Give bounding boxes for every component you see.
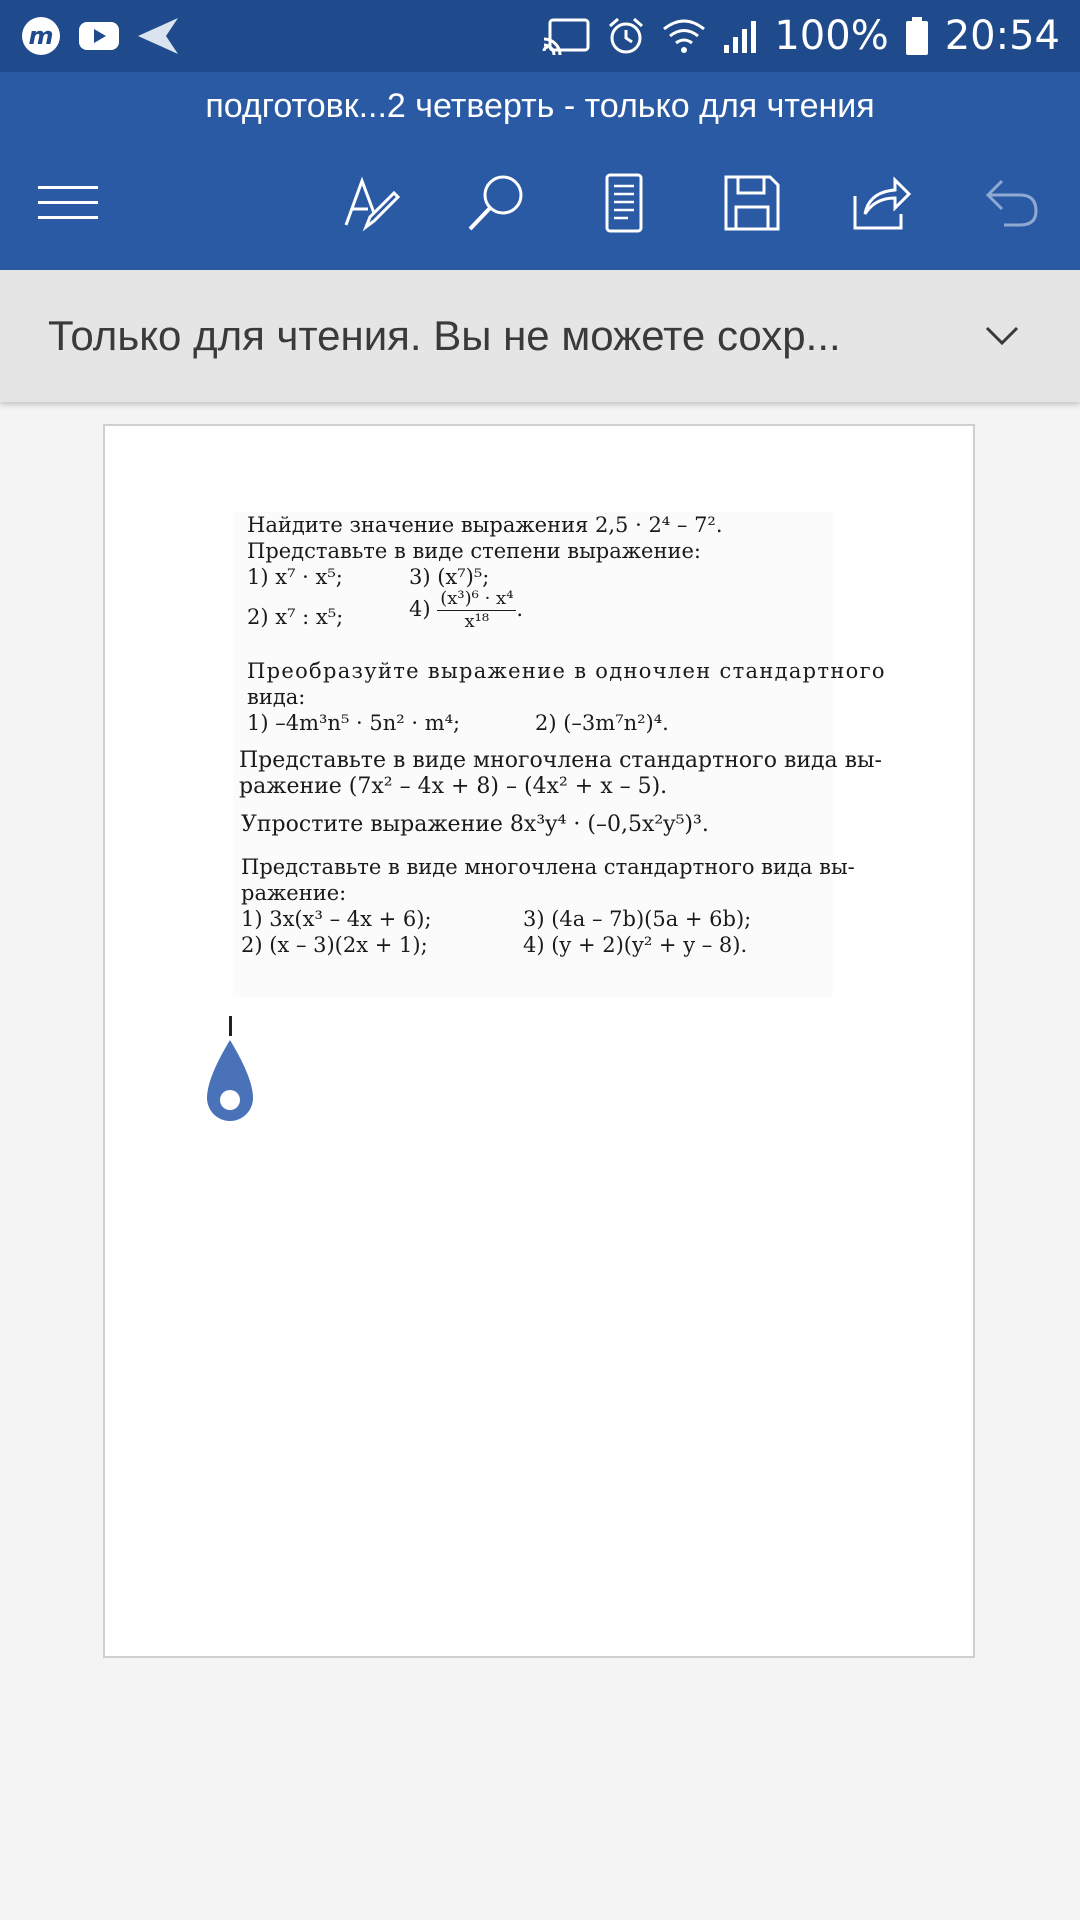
undo-icon <box>984 177 1040 234</box>
svg-text:m: m <box>28 22 54 50</box>
task-6-item-4: 4) (y + 2)(y² + y – 8). <box>523 933 748 957</box>
task-3-item-1: 1) –4m³n⁵ · 5n² · m⁴; <box>247 711 461 735</box>
menu-button[interactable] <box>28 165 108 245</box>
status-bar <box>0 0 1080 72</box>
task-3-item-2: 2) (–3m⁷n²)⁴. <box>535 711 669 735</box>
task-2-item-4-label: 4) <box>409 597 431 621</box>
signal-icon <box>722 17 758 55</box>
task-5: Упростите выражение 8x³y⁴ · (–0,5x²y⁵)³. <box>241 812 709 837</box>
read-only-message: Только для чтения. Вы не можете сохр... <box>48 312 841 359</box>
share-button[interactable] <box>842 165 922 245</box>
document-title: подготовк...2 четверть - только для чтения <box>0 72 1080 140</box>
task-6-cont: ражение: <box>241 881 347 905</box>
moto-icon <box>20 15 62 57</box>
task-6: Представьте в виде многочлена стандартного вида вы- <box>241 855 855 879</box>
text-cursor <box>229 1016 232 1036</box>
youtube-icon <box>78 20 120 52</box>
send-icon <box>136 16 180 56</box>
task-6-item-2: 2) (x – 3)(2x + 1); <box>241 933 428 957</box>
cast-icon <box>542 17 590 55</box>
battery-icon <box>905 16 929 56</box>
task-4-cont: ражение (7x² – 4x + 8) – (4x² + x – 5). <box>239 774 668 799</box>
share-icon <box>851 174 913 237</box>
task-2-item-1: 1) x⁷ · x⁵; <box>247 565 343 589</box>
toolbar <box>0 140 1080 270</box>
chevron-down-icon[interactable] <box>972 306 1032 366</box>
task-2-item-2: 2) x⁷ : x⁵; <box>247 605 344 629</box>
task-1: Найдите значение выражения 2,5 · 2⁴ – 7². <box>247 513 723 537</box>
wifi-icon <box>662 17 706 55</box>
alarm-icon <box>606 16 646 56</box>
document-page[interactable] <box>103 424 975 1658</box>
battery-percent: 100% <box>774 13 889 59</box>
task-2: Представьте в виде степени выражение: <box>247 539 701 563</box>
save-button[interactable] <box>712 165 792 245</box>
fraction <box>437 588 516 633</box>
task-2-item-3: 3) (x⁷)⁵; <box>409 565 490 589</box>
undo-button[interactable] <box>972 165 1052 245</box>
save-icon <box>722 173 782 238</box>
read-only-banner[interactable] <box>0 270 1080 402</box>
task-4: Представьте в виде многочлена стандартного вида вы- <box>239 748 882 773</box>
menu-icon <box>36 183 100 228</box>
task-3: Преобразуйте выражение в одночлен стандартного <box>247 659 886 683</box>
task-3-cont: вида: <box>247 685 306 709</box>
clock: 20:54 <box>944 13 1060 59</box>
mobile-view-button[interactable] <box>584 165 664 245</box>
cursor-handle[interactable] <box>201 1038 259 1133</box>
fraction-denominator: x¹⁸ <box>464 611 490 632</box>
search-icon <box>465 172 527 239</box>
task-6-item-3: 3) (4a – 7b)(5a + 6b); <box>523 907 752 931</box>
edit-icon <box>340 173 400 238</box>
search-button[interactable] <box>456 165 536 245</box>
scanned-worksheet <box>233 512 886 997</box>
task-2-item-4: 4) $\frac{\text{(x³)⁶ · x⁴}}{\text{x¹⁸}}$ . <box>409 588 524 632</box>
mobile-view-icon <box>604 172 644 239</box>
task-6-item-1: 1) 3x(x³ – 4x + 6); <box>241 907 432 931</box>
fraction-numerator: (x³)⁶ · x⁴ <box>437 588 516 611</box>
edit-button[interactable] <box>330 165 410 245</box>
